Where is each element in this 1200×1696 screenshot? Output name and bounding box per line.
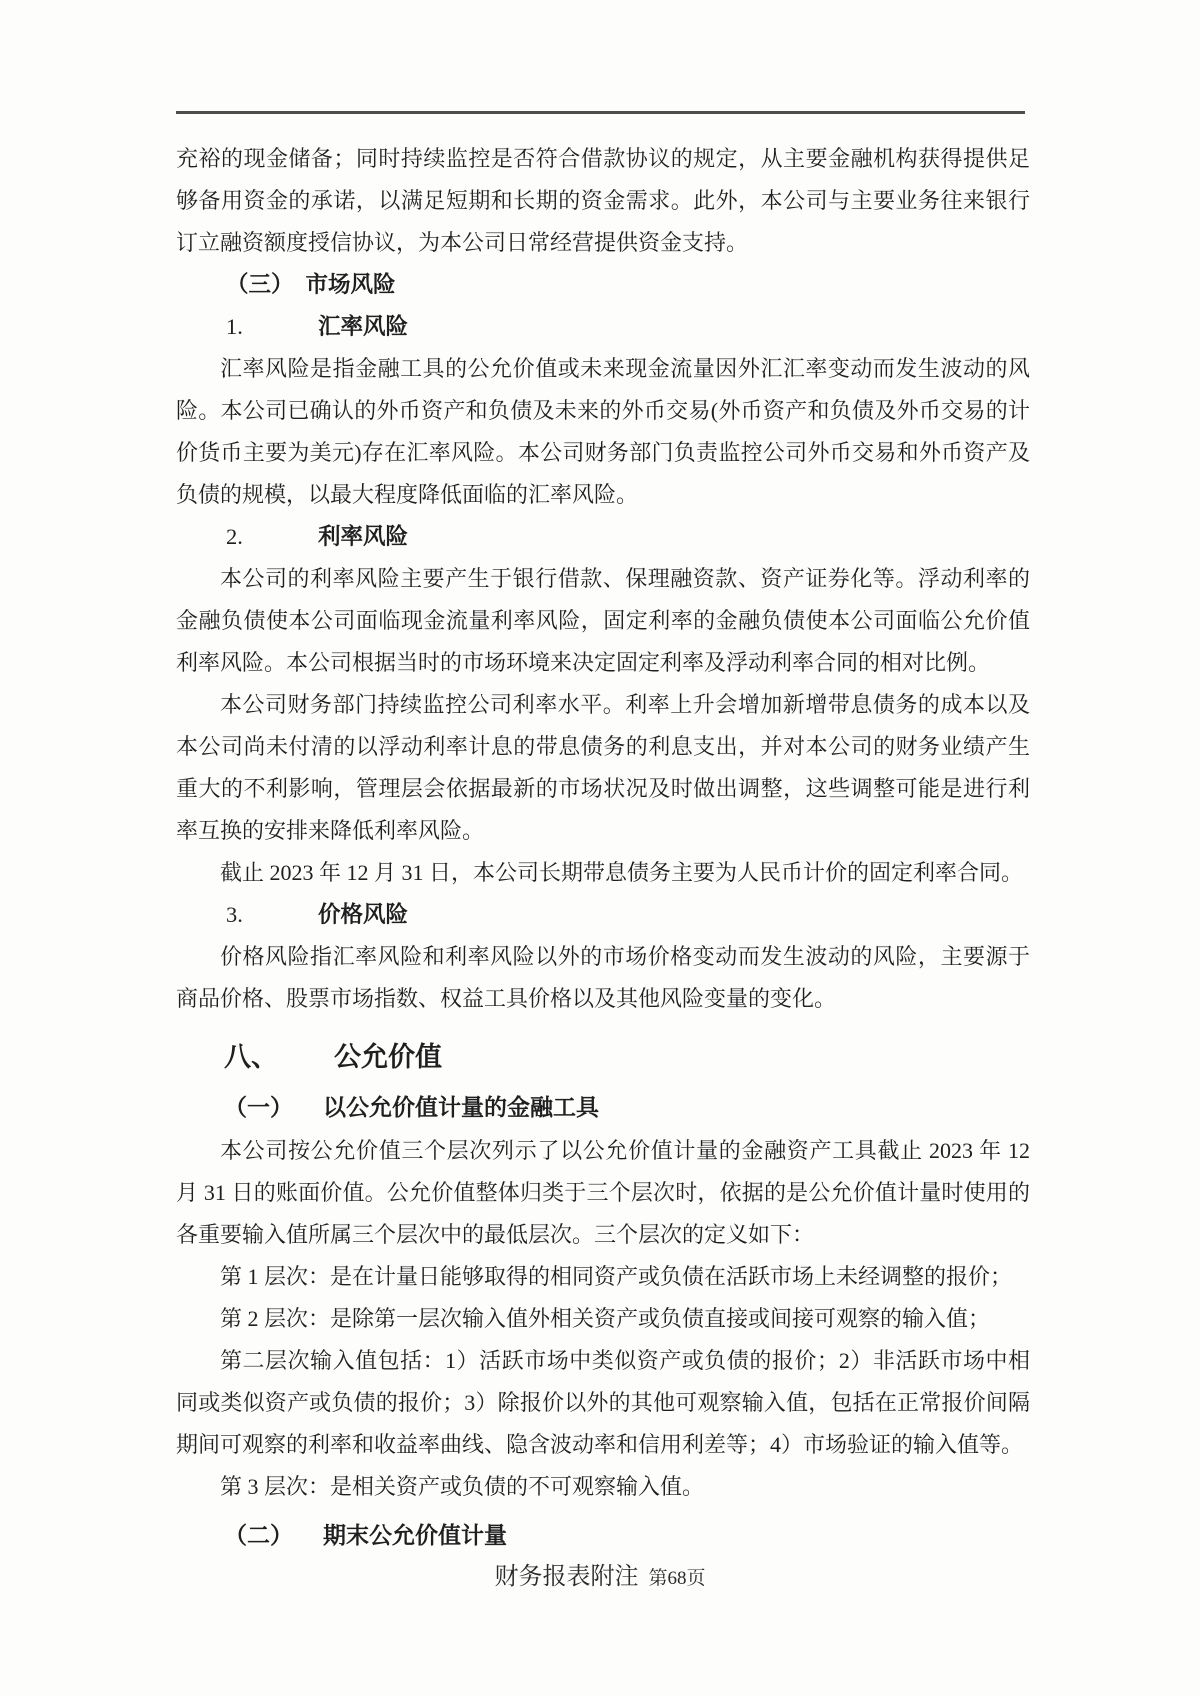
paragraph-interest-rate-cutoff-date: 截止 2023 年 12 月 31 日，本公司长期带息债务主要为人民币计价的固定利率合同。 xyxy=(220,860,1024,885)
heading-fv-instruments xyxy=(176,1086,1030,1130)
paragraph-fx-risk: 汇率风险是指金融工具的公允价值或未来现金流量因外汇汇率变动而发生波动的风险。本公司已确认的外币资产和负债及未来的外币交易(外币资产和负债及外币交易的计价货币主要为美元)存在汇率风险。本公司财务部门负责监控公司外币交易和外币资产及负债的规模，以最大程度降低面临的汇率风险。 xyxy=(176,356,1030,507)
heading-fx-risk-title: 汇率风险 xyxy=(318,314,409,339)
paragraph-price-risk: 价格风险指汇率风险和利率风险以外的市场价格变动而发生波动的风险，主要源于商品价格、股票市场指数、权益工具价格以及其他风险变量的变化。 xyxy=(176,944,1030,1011)
heading-interest-rate-risk xyxy=(176,516,1030,558)
paragraph-fv-intro: 本公司按公允价值三个层次列示了以公允价值计量的金融资产工具截止 2023 年 12 月 31 日的账面价值。公允价值整体归类于三个层次时，依据的是公允价值计量时使用的各重要输入值所属三个层次中的最低层次。三个层次的定义如下： xyxy=(176,1138,1030,1247)
heading-fair-value-title: 公允价值 xyxy=(334,1042,442,1072)
heading-fv-period-end-title: 期末公允价值计量 xyxy=(323,1523,507,1548)
header-rule xyxy=(176,111,1025,114)
heading-price-risk-title: 价格风险 xyxy=(318,902,409,927)
paragraph-liquidity-continuation: 充裕的现金储备；同时持续监控是否符合借款协议的规定，从主要金融机构获得提供足够备用资金的承诺，以满足短期和长期的资金需求。此外，本公司与主要业务往来银行订立融资额度授信协议，为本公司日常经营提供资金支持。 xyxy=(176,146,1030,255)
document-body xyxy=(176,138,1030,1558)
heading-fx-risk-number: 1. xyxy=(226,314,243,339)
heading-price-risk xyxy=(176,894,1030,936)
heading-market-risk xyxy=(176,264,1030,306)
heading-fx-risk xyxy=(176,306,1030,348)
heading-fair-value-number: 八、 xyxy=(224,1042,278,1072)
heading-interest-rate-risk-number: 2. xyxy=(226,524,243,549)
footer-page-number: 第68页 xyxy=(648,1568,706,1589)
heading-market-risk-title: 市场风险 xyxy=(305,272,396,297)
heading-market-risk-number: （三） xyxy=(226,272,294,297)
heading-fair-value xyxy=(176,1034,1030,1080)
heading-fv-period-end xyxy=(176,1514,1030,1558)
paragraph-interest-rate-sources: 本公司的利率风险主要产生于银行借款、保理融资款、资产证券化等。浮动利率的金融负债使本公司面临现金流量利率风险，固定利率的金融负债使本公司面临公允价值利率风险。本公司根据当时的市场环境来决定固定利率及浮动利率合同的相对比例。 xyxy=(176,566,1030,675)
heading-fv-period-end-number: （二） xyxy=(224,1523,293,1548)
page-footer xyxy=(0,1556,1200,1591)
heading-interest-rate-risk-title: 利率风险 xyxy=(318,524,409,549)
paragraph-level2-inputs-detail: 第二层次输入值包括：1）活跃市场中类似资产或负债的报价；2）非活跃市场中相同或类似资产或负债的报价；3）除报价以外的其他可观察输入值，包括在正常报价间隔期间可观察的利率和收益率曲线、隐含波动率和信用利差等；4）市场验证的输入值等。 xyxy=(176,1348,1030,1457)
footer-title: 财务报表附注 xyxy=(494,1564,639,1590)
paragraph-level2-definition: 第 2 层次：是除第一层次输入值外相关资产或负债直接或间接可观察的输入值； xyxy=(220,1306,991,1331)
heading-fv-instruments-number: （一） xyxy=(224,1095,293,1120)
heading-price-risk-number: 3. xyxy=(226,902,243,927)
paragraph-level3-definition: 第 3 层次：是相关资产或负债的不可观察输入值。 xyxy=(220,1474,705,1499)
paragraph-level1-definition: 第 1 层次：是在计量日能够取得的相同资产或负债在活跃市场上未经调整的报价； xyxy=(220,1264,1013,1289)
paragraph-interest-rate-monitoring: 本公司财务部门持续监控公司利率水平。利率上升会增加新增带息债务的成本以及本公司尚未付清的以浮动利率计息的带息债务的利息支出，并对本公司的财务业绩产生重大的不利影响，管理层会依据最新的市场状况及时做出调整，这些调整可能是进行利率互换的安排来降低利率风险。 xyxy=(176,692,1030,843)
heading-fv-instruments-title: 以公允价值计量的金融工具 xyxy=(323,1095,599,1120)
